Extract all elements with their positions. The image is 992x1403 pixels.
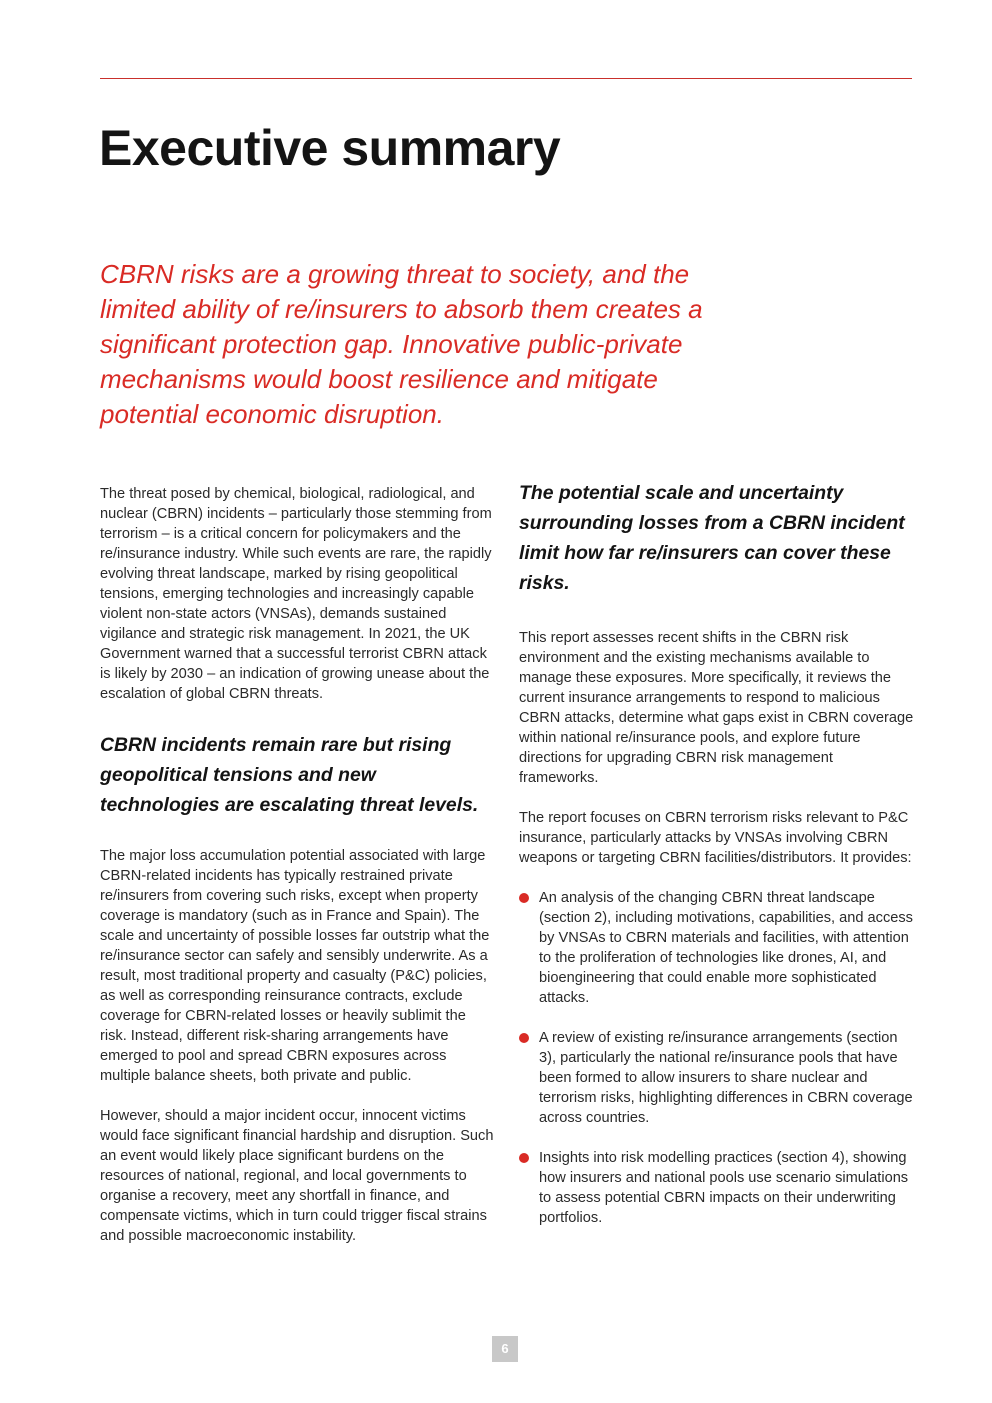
- report-focus-paragraph: The report focuses on CBRN terrorism risks relevant to P&C insurance, particularly attacks by VNSAs involving CBRN weapons or targeting CBRN facilities/distributors. It provides:: [519, 810, 912, 866]
- bullet-dot-icon: [519, 1033, 529, 1043]
- list-item: [519, 1148, 915, 1228]
- left-subheading: CBRN incidents remain rare but rising geopolitical tensions and new technologies are escalating threat levels.: [100, 734, 479, 816]
- list-item-text: A review of existing re/insurance arrangements (section 3), particularly the national re/insurance pools that have been formed to allow insurers to share nuclear and terrorism risks, highlighting differences in CBRN coverage across countries.: [539, 1030, 913, 1126]
- page-title: Executive summary: [99, 120, 561, 176]
- bullet-dot-icon: [519, 1153, 529, 1163]
- list-item-text: Insights into risk modelling practices (section 4), showing how insurers and national pools use scenario simulations to assess potential CBRN impacts on their underwriting portfolios.: [539, 1150, 909, 1226]
- page-number: 6: [492, 1336, 518, 1362]
- right-subheading: The potential scale and uncertainty surrounding losses from a CBRN incident limit how far re/insurers can cover these risks.: [519, 482, 905, 594]
- right-column: [519, 478, 915, 1248]
- intro-paragraph: The threat posed by chemical, biological, radiological, and nuclear (CBRN) incidents – particularly those stemming from terrorism – is a critical concern for policymakers and the re/insurance industry. While such events are rare, the rapidly evolving threat landscape, marked by rising geopolitical tensions, emerging technologies and increasingly capable violent non-state actors (VNSAs), demands sustained vigilance and strategic risk management. In 2021, the UK Government warned that a successful terrorist CBRN attack is likely by 2030 – an indication of growing unease about the escalation of global CBRN threats.: [100, 486, 492, 702]
- list-item: [519, 888, 915, 1008]
- list-item-text: An analysis of the changing CBRN threat landscape (section 2), including motivations, capabilities, and access by VNSAs to CBRN materials and facilities, with attention to the proliferation of technologies like drones, AI, and bioengineering that could enable more sophisticated attacks.: [539, 890, 913, 1006]
- bullet-dot-icon: [519, 893, 529, 903]
- left-column: [100, 484, 496, 1246]
- header-rule: [100, 78, 912, 79]
- lead-statement: CBRN risks are a growing threat to society, and the limited ability of re/insurers to absorb them creates a significant protection gap. Innovative public-private mechanisms would boost resilience and mitigate potential economic disruption.: [100, 259, 703, 429]
- provides-list: [519, 888, 915, 1228]
- incident-impact-paragraph: However, should a major incident occur, innocent victims would face significant financial hardship and disruption. Such an event would likely place significant burdens on the resources of national, regional, and local governments to organise a recovery, meet any shortfall in finance, and compensate victims, which in turn could trigger fiscal strains and possible macroeconomic instability.: [100, 1108, 494, 1244]
- loss-accumulation-paragraph: The major loss accumulation potential associated with large CBRN-related incidents has typically restrained private re/insurers from covering such risks, except when property coverage is mandatory (such as in France and Spain). The scale and uncertainty of possible losses far outstrip what the re/insurance sector can safely and sensibly underwrite. As a result, most traditional property and casualty (P&C) policies, as well as corresponding reinsurance contracts, exclude coverage for CBRN-related losses or heavily sublimit the risk. Instead, different risk-sharing arrangements have emerged to pool and spread CBRN exposures across multiple balance sheets, both private and public.: [100, 848, 490, 1084]
- list-item: [519, 1028, 915, 1128]
- report-scope-paragraph: This report assesses recent shifts in the CBRN risk environment and the existing mechanisms available to manage these exposures. More specifically, it reviews the current insurance arrangements to respond to malicious CBRN attacks, determine what gaps exist in CBRN coverage within national re/insurance pools, and explore future directions for upgrading CBRN risk management frameworks.: [519, 630, 914, 786]
